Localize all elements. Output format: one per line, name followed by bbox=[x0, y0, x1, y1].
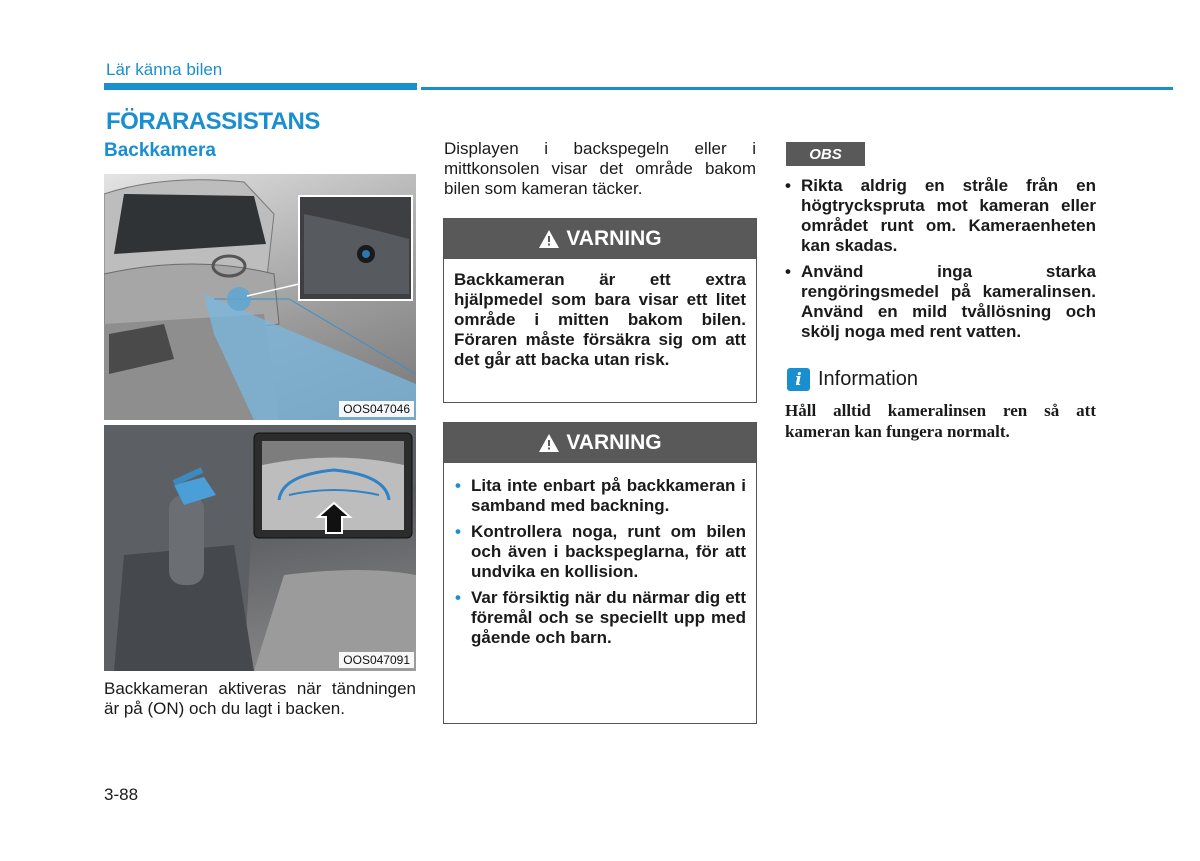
page-number: 3-88 bbox=[104, 785, 139, 804]
obs-list bbox=[784, 176, 1096, 348]
camera-activation-text: Backkameran aktiveras när tändningen är på (ON) och du lagt i backen. bbox=[104, 679, 416, 718]
section-title: FÖRARASSISTANS bbox=[106, 108, 320, 135]
rear-camera-figure bbox=[104, 174, 416, 420]
warning-triangle-icon bbox=[538, 229, 560, 249]
warning-text: Backkameran är ett extra hjälpmedel som bara visar ett litet område i mitten bakom bilen. Föraren måste försäkra sig om att det går att backa utan risk. bbox=[454, 270, 746, 369]
info-icon: i bbox=[787, 368, 810, 391]
gear-shift-reverse-display-illustration bbox=[104, 425, 416, 671]
list-item: • Rikta aldrig en stråle från en högtryckspruta mot kameran eller området runt om. Kameraenheten kan skadas. bbox=[784, 176, 1096, 256]
warning-triangle-icon bbox=[538, 433, 560, 453]
warning-box bbox=[443, 422, 757, 724]
warning-title: VARNING bbox=[566, 227, 662, 250]
warning-title: VARNING bbox=[566, 431, 662, 454]
information-title: Information bbox=[818, 368, 919, 390]
list-item: • Lita inte enbart på backkameran i samband med backning. bbox=[454, 476, 746, 516]
information-text: Håll alltid kameralinsen ren så att kameran kan fungera normalt. bbox=[785, 401, 1096, 441]
figure-label: OOS047046 bbox=[339, 401, 414, 417]
figure-label: OOS047091 bbox=[339, 652, 414, 668]
list-item: • Använd inga starka rengöringsmedel på kameralinsen. Använd en mild tvållösning och skölj noga med rent vatten. bbox=[784, 262, 1096, 342]
rear-camera-illustration bbox=[104, 174, 416, 420]
display-description-text: Displayen i backspegeln eller i mittkonsolen visar det område bakom bilen som kameran täcker. bbox=[444, 139, 756, 198]
information-heading bbox=[787, 368, 918, 391]
header-rule-thick bbox=[104, 83, 417, 90]
section-header: Lär känna bilen bbox=[106, 60, 223, 79]
warning-header bbox=[444, 219, 756, 259]
list-item: • Var försiktig när du närmar dig ett föremål och se speciellt upp med gående och barn. bbox=[454, 588, 746, 648]
subsection-title: Backkamera bbox=[104, 140, 216, 161]
list-item: • Kontrollera noga, runt om bilen och även i backspeglarna, för att undvika en kollision. bbox=[454, 522, 746, 582]
warning-list bbox=[454, 476, 746, 648]
warning-header bbox=[444, 423, 756, 463]
obs-badge: OBS bbox=[786, 142, 865, 166]
header-rule-thin bbox=[421, 87, 1173, 90]
gear-shift-figure bbox=[104, 425, 416, 671]
warning-box bbox=[443, 218, 757, 403]
